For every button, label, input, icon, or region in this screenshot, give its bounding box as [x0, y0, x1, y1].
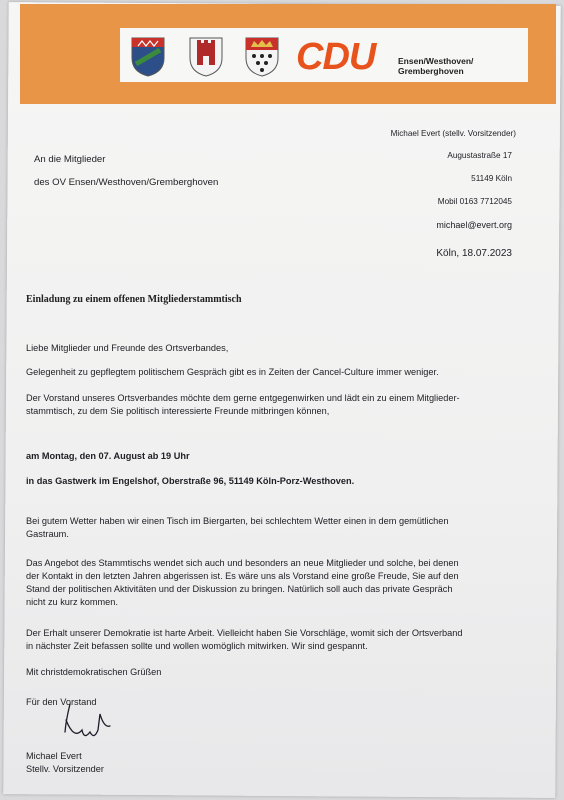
sender-phone: Mobil 0163 7712045 [437, 197, 512, 206]
closing: Mit christdemokratischen Grüßen [26, 667, 162, 677]
event-date: am Montag, den 07. August ab 19 Uhr [26, 451, 190, 461]
recipient-line1: An die Mitglieder [34, 154, 106, 165]
tower-crest-icon [186, 34, 226, 78]
paragraph-4-line1: Das Angebot des Stammtischs wendet sich auch und besonders an neue Mitglieder und solche, bei denen [26, 558, 459, 568]
cdu-logo: CDU [296, 36, 376, 78]
signer-name: Michael Evert [26, 751, 82, 761]
letter-date: Köln, 18.07.2023 [436, 248, 512, 259]
recipient-line2: des OV Ensen/Westhoven/Gremberghoven [34, 177, 219, 188]
paragraph-5 [26, 627, 526, 653]
paragraph-3-line2: Gastraum. [26, 529, 69, 539]
paragraph-1: Gelegenheit zu gepflegtem politischem Gespräch gibt es in Zeiten der Cancel-Culture immer weniger. [26, 367, 439, 377]
paragraph-3 [26, 515, 526, 541]
signer-role: Stellv. Vorsitzender [26, 764, 104, 774]
paragraph-3-line1: Bei gutem Wetter haben wir einen Tisch im Biergarten, bei schlechtem Wetter einen in dem gemütlichen [26, 516, 449, 526]
sender-name: Michael Evert (stellv. Vorsitzender) [390, 129, 516, 138]
paragraph-2 [26, 392, 526, 418]
local-association-line1: Ensen/Westhoven/ [398, 56, 474, 66]
paragraph-4-line2: der Kontakt in den letzten Jahren abgerissen ist. Es wäre uns als Vorstand eine große Freude, Sie auf den [26, 571, 459, 581]
letter-subject: Einladung zu einem offenen Mitgliederstammtisch [26, 294, 242, 305]
paragraph-2-line2: stammtisch, zu dem Sie politisch interessierte Freunde mitbringen können, [26, 406, 330, 416]
local-association-name [398, 56, 518, 76]
sender-street: Augustastraße 17 [447, 151, 512, 160]
crown-crest-icon [242, 34, 282, 78]
paragraph-5-line2: in nächster Zeit befassen sollte und wollen womöglich mitwirken. Wir sind gespannt. [26, 641, 368, 651]
paragraph-4-line4: nicht zu kurz kommen. [26, 597, 118, 607]
local-association-line2: Gremberghoven [398, 66, 464, 76]
event-location: in das Gastwerk im Engelshof, Oberstraße 96, 51149 Köln-Porz-Westhoven. [26, 476, 355, 486]
sender-email: michael@evert.org [436, 220, 512, 230]
paragraph-4-line3: Stand der politischen Aktivitäten und der Diskussion zu bringen. Natürlich soll auch das private Gespräch [26, 584, 453, 594]
paragraph-5-line1: Der Erhalt unserer Demokratie ist harte Arbeit. Vielleicht haben Sie Vorschläge, womit sich der Ortsverband [26, 628, 463, 638]
paragraph-2-line1: Der Vorstand unseres Ortsverbandes möchte dem gerne entgegenwirken und lädt ein zu einem Mitglieder- [26, 393, 460, 403]
paragraph-4 [26, 557, 526, 609]
for-board: Für den Vorstand [26, 697, 97, 707]
greeting: Liebe Mitglieder und Freunde des Ortsverbandes, [26, 343, 229, 353]
coat-of-arms-icon [128, 34, 168, 78]
sender-city: 51149 Köln [471, 174, 512, 183]
handwritten-signature [60, 700, 120, 752]
